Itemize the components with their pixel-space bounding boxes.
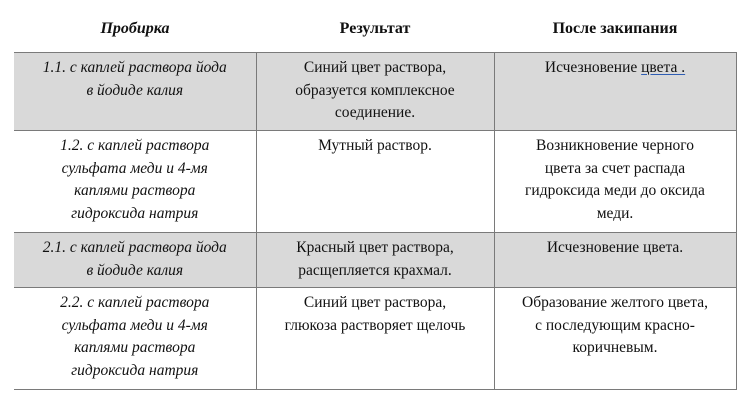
tube-cell: 1.1. с каплей раствора йода в йодиде калия <box>14 53 256 131</box>
table-row <box>14 131 736 233</box>
after-boiling-text: Исчезновение <box>544 59 642 76</box>
after-boiling-cell: Образование желтого цвета, с последующим красно- коричневым. <box>494 288 736 390</box>
tube-cell: 2.2. с каплей раствора сульфата меди и 4-мя каплями раствора гидроксида натрия <box>14 288 256 390</box>
tube-cell: 2.1. с каплей раствора йода в йодиде калия <box>14 233 256 288</box>
results-table <box>14 6 737 390</box>
result-cell: Красный цвет раствора, расщепляется крахмал. <box>256 233 494 288</box>
header-row <box>14 6 736 53</box>
table-row <box>14 233 736 288</box>
table-row <box>14 53 736 131</box>
header-result: Результат <box>256 6 494 53</box>
header-after-boiling: После закипания <box>494 6 736 53</box>
after-boiling-cell: Возникновение черного цвета за счет распада гидроксида меди до оксида меди. <box>494 131 736 233</box>
result-cell: Мутный раствор. <box>256 131 494 233</box>
after-boiling-cell <box>494 53 736 131</box>
result-cell: Синий цвет раствора, глюкоза растворяет щелочь <box>256 288 494 390</box>
spellcheck-underlined-text[interactable]: цвета . <box>641 59 686 76</box>
result-cell: Синий цвет раствора, образуется комплексное соединение. <box>256 53 494 131</box>
table-row <box>14 288 736 390</box>
header-tube: Пробирка <box>14 6 256 53</box>
tube-cell: 1.2. с каплей раствора сульфата меди и 4-мя каплями раствора гидроксида натрия <box>14 131 256 233</box>
after-boiling-cell: Исчезновение цвета. <box>494 233 736 288</box>
